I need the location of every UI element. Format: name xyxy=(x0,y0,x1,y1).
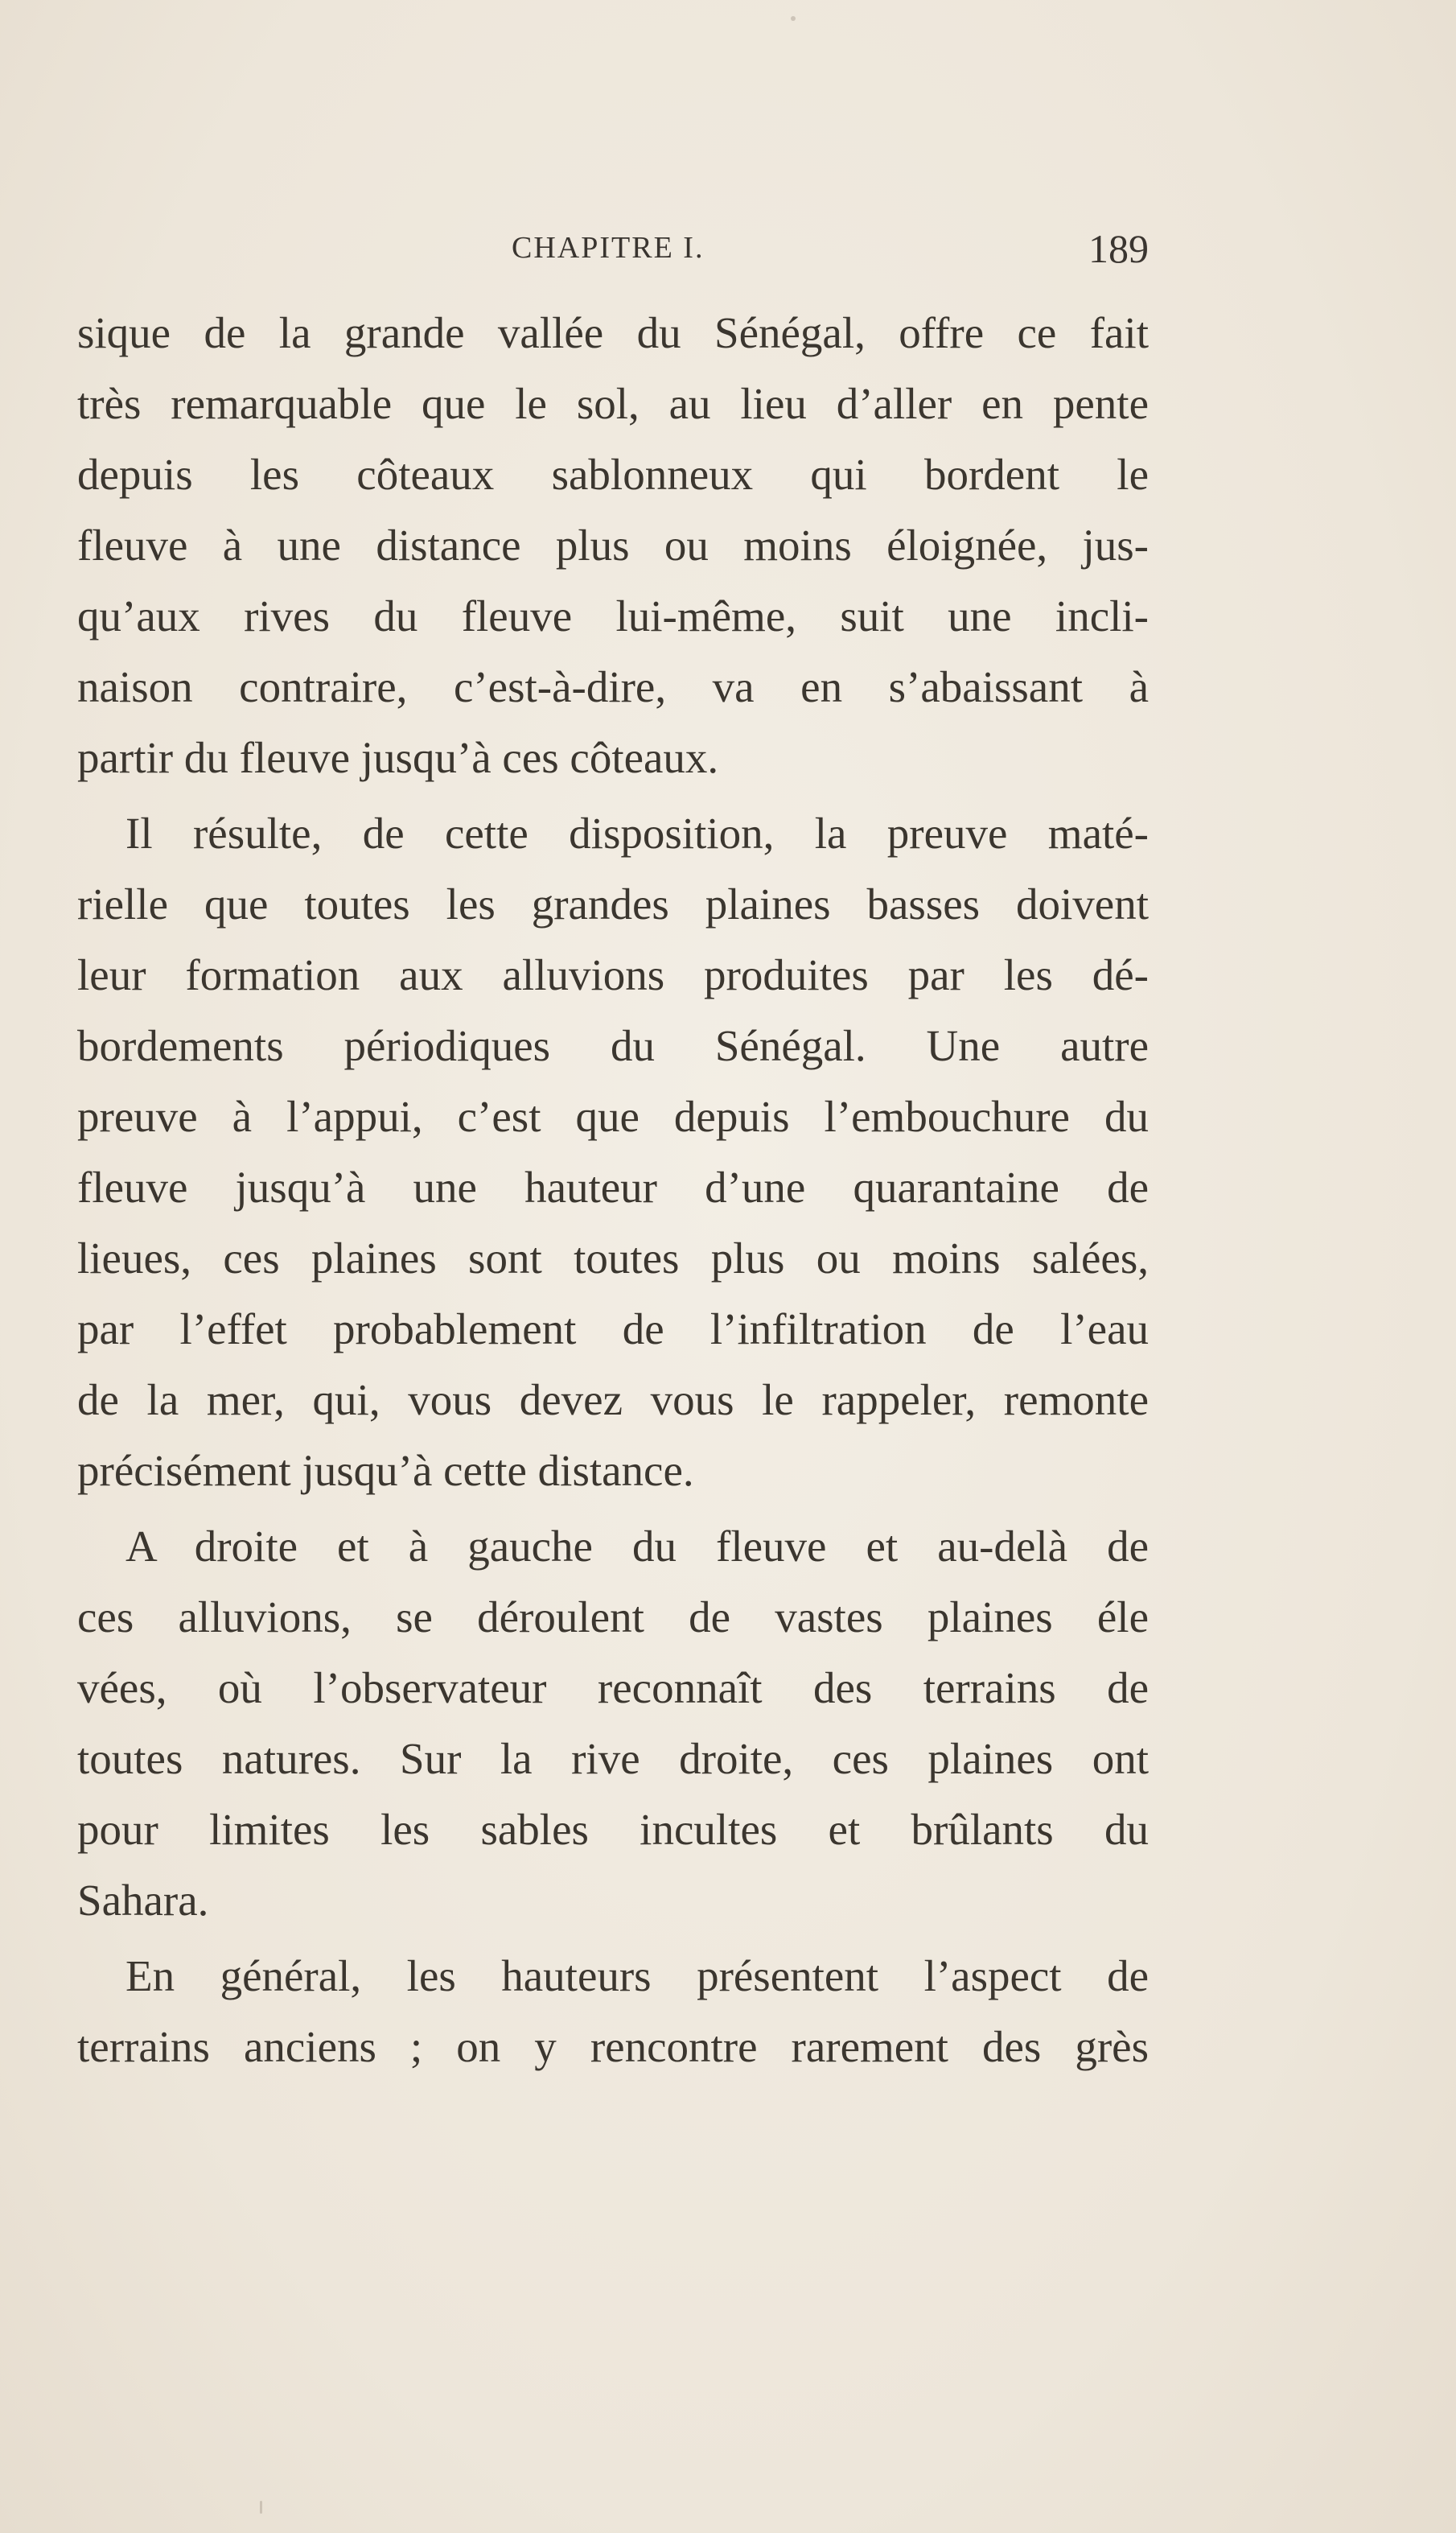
text-line: preuve à l’appui, c’est que depuis l’embouchure du xyxy=(77,1092,1149,1141)
text-line: bordements périodiques du Sénégal. Une autre xyxy=(77,1021,1149,1070)
text-line: partir du fleuve jusqu’à ces côteaux. xyxy=(77,733,719,782)
page-number: 189 xyxy=(1088,226,1149,271)
paragraph-3 xyxy=(77,1511,1149,1936)
text-line: par l’effet probablement de l’infiltration de l’eau xyxy=(77,1304,1149,1353)
text-line: En général, les hauteurs présentent l’aspect de xyxy=(125,1951,1149,2000)
paragraph-1 xyxy=(77,298,1149,793)
text-line: Il résulte, de cette disposition, la preuve maté- xyxy=(125,809,1149,858)
paragraph-2 xyxy=(77,798,1149,1506)
chapter-title: CHAPITRE I. xyxy=(512,231,705,265)
text-line: depuis les côteaux sablonneux qui bordent le xyxy=(77,450,1149,499)
text-line: sique de la grande vallée du Sénégal, offre ce fait xyxy=(77,308,1149,357)
text-line: vées, où l’observateur reconnaît des terrains de xyxy=(77,1663,1149,1712)
text-line: Sahara. xyxy=(77,1876,209,1925)
body-text xyxy=(77,298,1149,2082)
text-line: qu’aux rives du fleuve lui-même, suit une incli- xyxy=(77,591,1149,640)
paragraph-4 xyxy=(77,1941,1149,2082)
text-line: de la mer, qui, vous devez vous le rappeler, remonte xyxy=(77,1375,1149,1424)
text-line: leur formation aux alluvions produites par les dé- xyxy=(77,950,1149,999)
text-line: lieues, ces plaines sont toutes plus ou moins salées, xyxy=(77,1234,1149,1283)
text-line: fleuve à une distance plus ou moins éloignée, jus- xyxy=(77,521,1149,570)
text-line: naison contraire, c’est-à-dire, va en s’abaissant à xyxy=(77,662,1149,711)
running-head xyxy=(77,226,1149,278)
text-line: terrains anciens ; on y rencontre rarement des grès xyxy=(77,2022,1149,2071)
text-line: rielle que toutes les grandes plaines basses doivent xyxy=(77,879,1149,929)
text-line: A droite et à gauche du fleuve et au-delà de xyxy=(125,1522,1149,1571)
text-line: très remarquable que le sol, au lieu d’aller en pente xyxy=(77,379,1149,428)
text-line: pour limites les sables incultes et brûlants du xyxy=(77,1805,1149,1854)
text-line: fleuve jusqu’à une hauteur d’une quarantaine de xyxy=(77,1163,1149,1212)
text-line: précisément jusqu’à cette distance. xyxy=(77,1446,694,1495)
text-line: toutes natures. Sur la rive droite, ces plaines ont xyxy=(77,1734,1149,1783)
text-line: ces alluvions, se déroulent de vastes plaines éle xyxy=(77,1592,1149,1641)
